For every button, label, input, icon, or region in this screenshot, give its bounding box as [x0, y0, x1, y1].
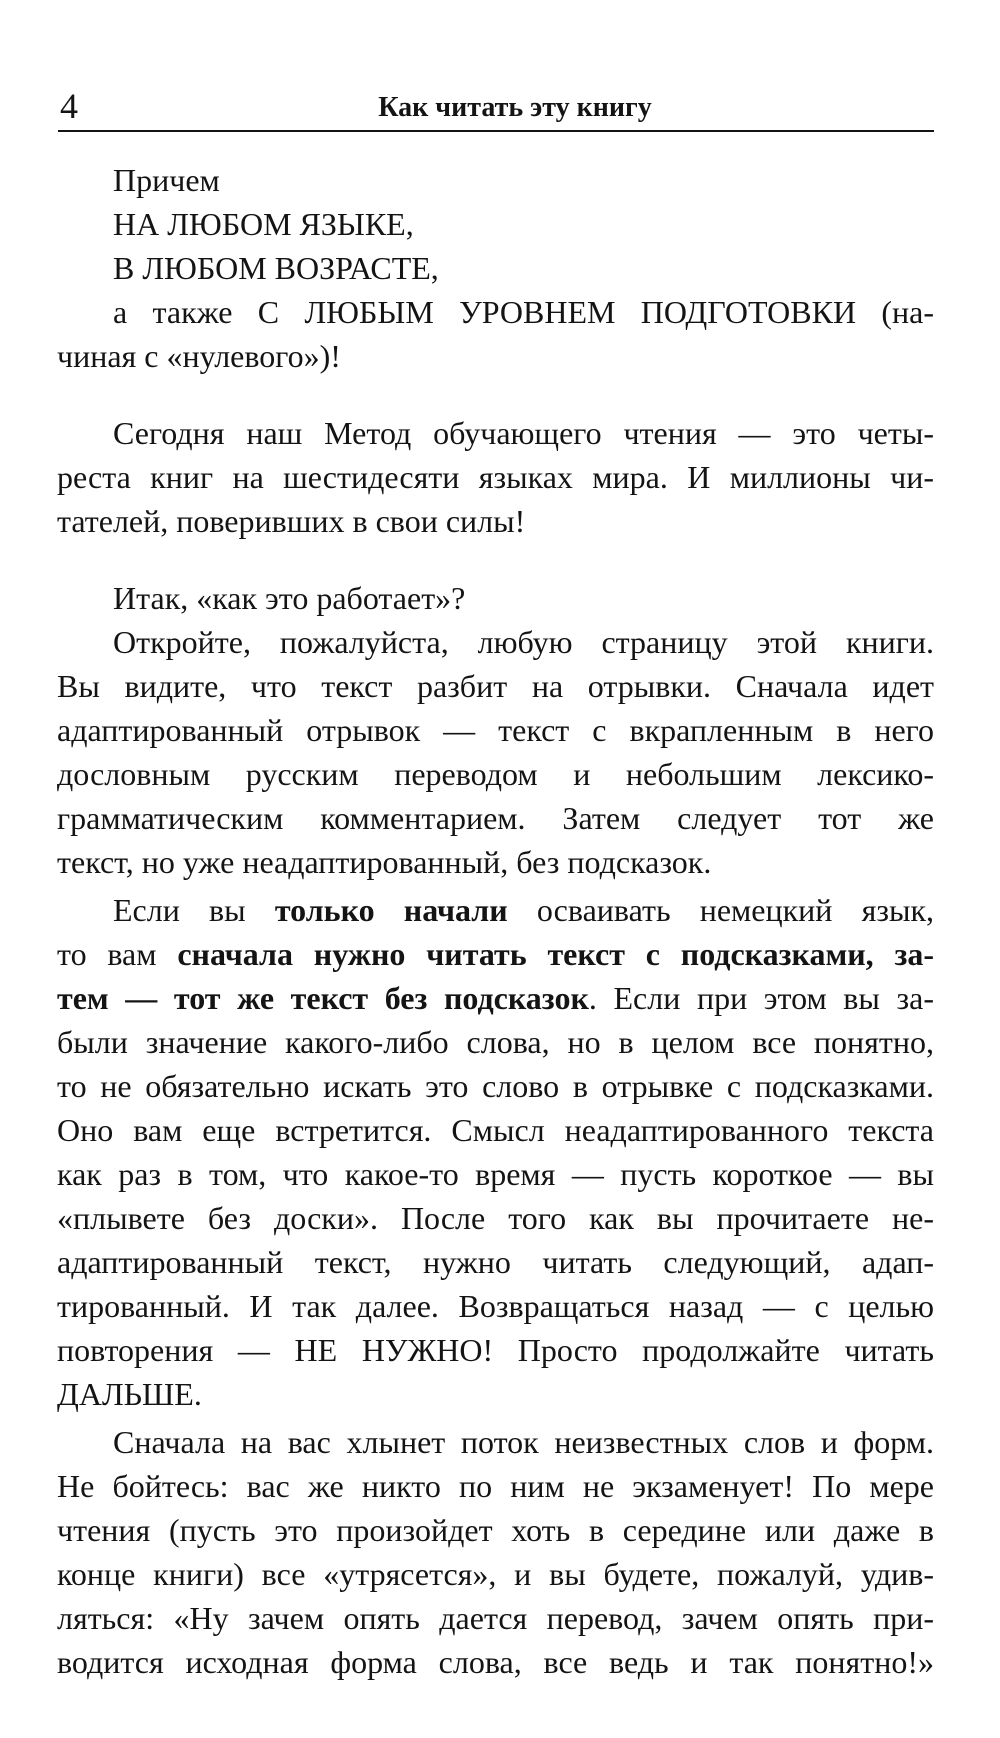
text-line: повторения — НЕ НУЖНО! Просто продолжайте читать [57, 1332, 934, 1368]
page-body [57, 158, 934, 1684]
page-number: 4 [60, 86, 78, 126]
text-line: текст, но уже неадаптированный, без подсказок. [57, 844, 712, 880]
paragraph-gap [57, 378, 934, 411]
text-line: то не обязательно искать это слово в отрывке с подсказками. [57, 1068, 934, 1104]
text-line: Причем [113, 162, 220, 198]
text-line: реста книг на шестидесяти языках мира. И миллионы чи- [57, 459, 934, 495]
paragraph-gap [57, 543, 934, 576]
text-line [57, 888, 934, 932]
text-line: а также С ЛЮБЫМ УРОВНЕМ ПОДГОТОВКИ (на- [113, 294, 934, 330]
text-line: тированный. И так далее. Возвращаться назад — с целью [57, 1288, 934, 1324]
text-line [57, 976, 934, 1020]
text-line: Оно вам еще встретится. Смысл неадаптированного текста [57, 1112, 934, 1148]
bold-run: сначала нужно читать текст с подсказками, за- [177, 936, 935, 972]
text-line: тателей, поверивших в свои силы! [57, 503, 526, 539]
text-line: Откройте, пожалуйста, любую страницу этой книги. [113, 624, 934, 660]
text-line: водится исходная форма слова, все ведь и так понятно!» [57, 1644, 934, 1680]
text-line: НА ЛЮБОМ ЯЗЫКЕ, [113, 206, 414, 242]
text-line: В ЛЮБОМ ВОЗРАСТЕ, [113, 250, 439, 286]
text-line: дословным русским переводом и небольшим лексико- [57, 756, 934, 792]
text-run: осваивать немецкий язык, [507, 892, 935, 928]
text-run: Если вы [113, 892, 275, 928]
text-line: ДАЛЬШЕ. [57, 1376, 202, 1412]
text-line: Итак, «как это работает»? [113, 580, 466, 616]
bold-run: тем — тот же текст без подсказок [57, 980, 589, 1016]
paragraph-today [57, 411, 934, 543]
paragraph-intro [57, 158, 934, 378]
text-line: Вы видите, что текст разбит на отрывки. Сначала идет [57, 668, 934, 704]
text-line: как раз в том, что какое-то время — пусть короткое — вы [57, 1156, 934, 1192]
text-line: чтения (пусть это произойдет хоть в середине или даже в [57, 1512, 934, 1548]
paragraph-how [57, 576, 934, 884]
running-title: Как читать эту книгу [378, 92, 652, 123]
text-line: чиная с «нулевого»)! [57, 338, 341, 374]
text-run: . Если при этом вы за- [588, 980, 935, 1016]
text-line: Сначала на вас хлынет поток неизвестных слов и форм. [113, 1424, 934, 1460]
text-run: то вам [57, 936, 178, 972]
bold-run: только начали [274, 892, 508, 928]
text-line: адаптированный текст, нужно читать следующий, адап- [57, 1244, 934, 1280]
text-line: грамматическим комментарием. Затем следует тот же [57, 800, 934, 836]
text-line: «плывете без доски». После того как вы прочитаете не- [57, 1200, 934, 1236]
paragraph-flood [57, 1420, 934, 1684]
text-line: конце книги) все «утрясется», и вы будете, пожалуй, удив- [57, 1556, 934, 1592]
header-rule [58, 130, 934, 132]
text-line: Не бойтесь: вас же никто по ним не экзаменует! По мере [57, 1468, 934, 1504]
text-line: адаптированный отрывок — текст с вкрапленным в него [57, 712, 934, 748]
text-line: Сегодня наш Метод обучающего чтения — это четы- [113, 415, 934, 451]
paragraph-if-began [57, 888, 934, 1416]
text-line: ляться: «Ну зачем опять дается перевод, зачем опять при- [57, 1600, 934, 1636]
text-line [57, 932, 934, 976]
text-line: были значение какого-либо слова, но в целом все понятно, [57, 1024, 934, 1060]
